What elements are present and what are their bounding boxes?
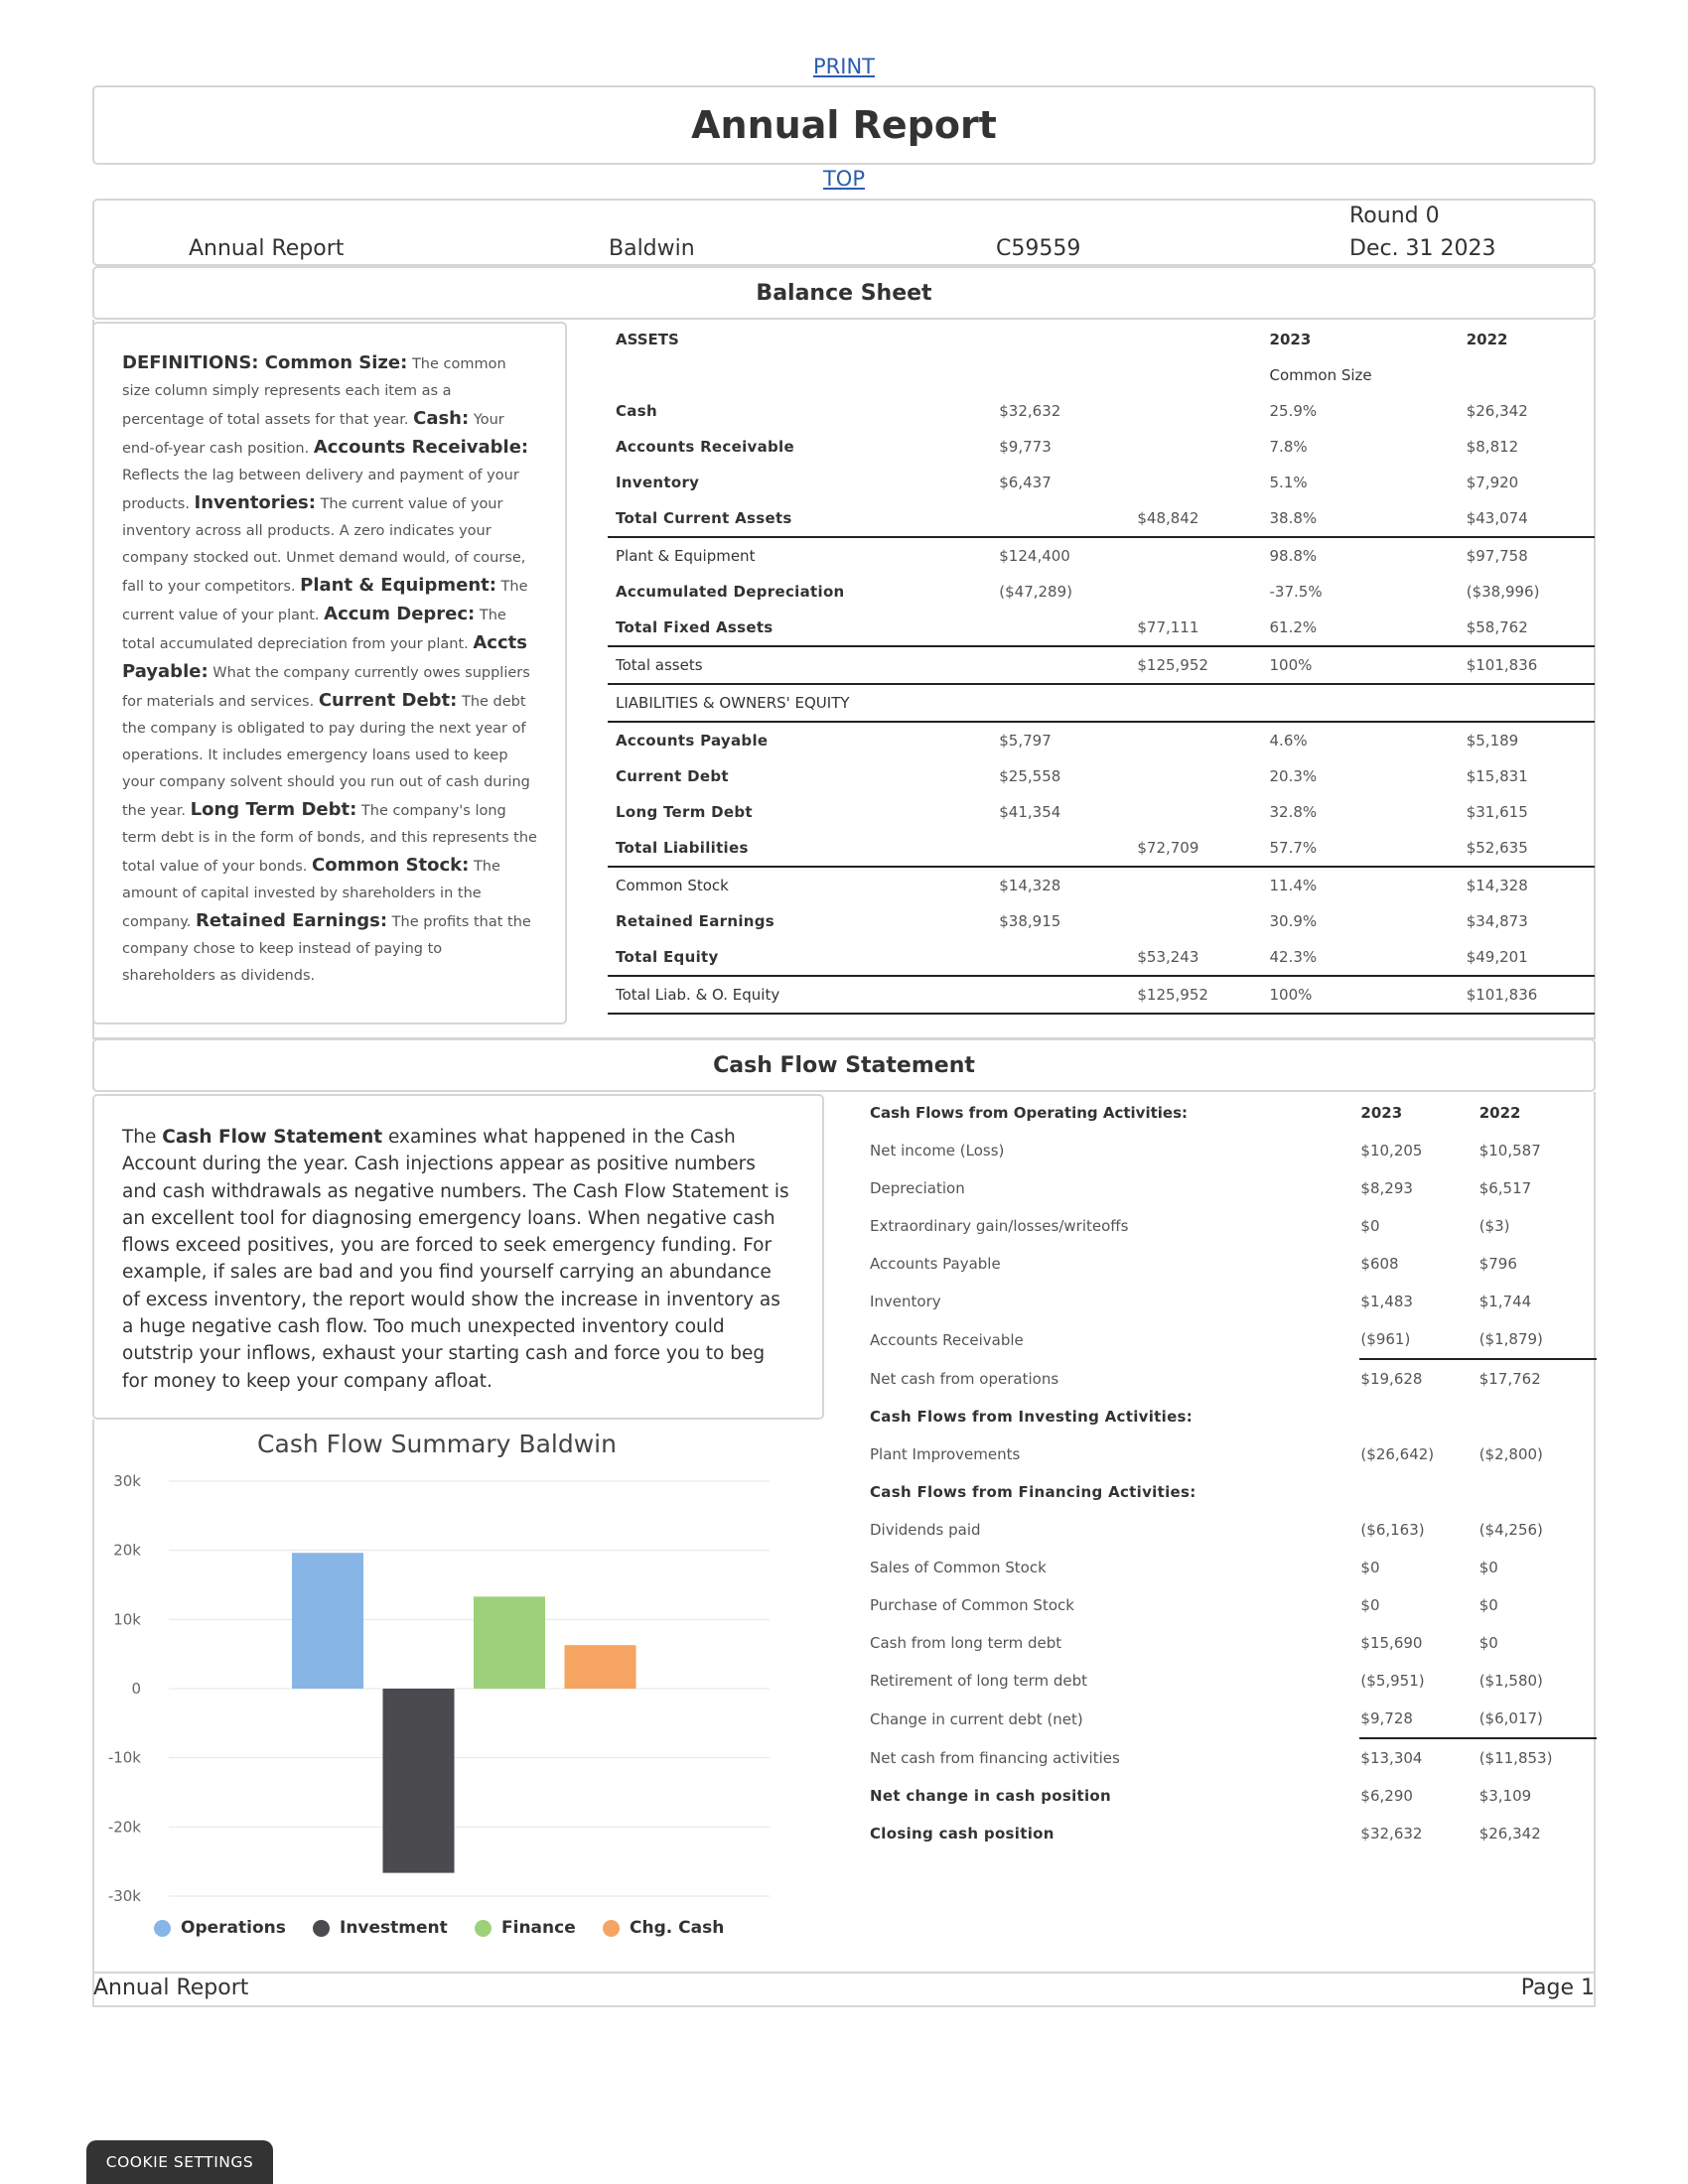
item-value: $5,797 xyxy=(999,732,1052,750)
total-value: $48,842 xyxy=(1137,500,1269,537)
cash-flow-row xyxy=(862,1398,1597,1435)
prior-year-value: $7,920 xyxy=(1466,474,1519,491)
definition-term: DEFINITIONS: Common Size: xyxy=(122,352,408,373)
cf-2023-value: ($6,163) xyxy=(1360,1521,1425,1539)
bar-operations[interactable] xyxy=(292,1553,363,1689)
common-size-value: 20.3% xyxy=(1269,767,1318,785)
common-size-value: 42.3% xyxy=(1270,939,1467,976)
total-value xyxy=(1137,758,1269,794)
item-value: $124,400 xyxy=(999,547,1070,565)
total-value xyxy=(1137,574,1269,610)
header-date: Dec. 31 2023 xyxy=(1349,236,1496,261)
cf-2022-value: ($1,580) xyxy=(1478,1672,1543,1690)
cf-row-label: Net income (Loss) xyxy=(870,1142,1005,1160)
row-label: Accounts Payable xyxy=(616,732,769,750)
cf-2022-value: ($4,256) xyxy=(1478,1521,1543,1539)
item-value: $6,437 xyxy=(999,474,1052,491)
total-value xyxy=(1137,867,1269,903)
total-value: $53,243 xyxy=(1137,939,1269,976)
balance-sheet-row xyxy=(608,646,1595,684)
header-company-id: C59559 xyxy=(996,236,1081,261)
cash-flow-row xyxy=(862,1700,1597,1738)
prior-year-value: $101,836 xyxy=(1467,646,1595,684)
row-label: Inventory xyxy=(616,474,700,491)
prior-year-value xyxy=(1467,684,1595,722)
cf-2023-value: $13,304 xyxy=(1360,1749,1423,1767)
cf-2023-value: $1,483 xyxy=(1360,1293,1413,1310)
cf-row-label: Net change in cash position xyxy=(870,1787,1112,1805)
prior-year-value: $5,189 xyxy=(1466,732,1519,750)
row-label: Retained Earnings xyxy=(616,912,774,930)
definition-text: What the company currently owes suppliers for materials and services. xyxy=(122,665,530,710)
row-label: Current Debt xyxy=(616,767,729,785)
common-size-value xyxy=(1270,684,1467,722)
cf-2023-value: $608 xyxy=(1360,1255,1399,1273)
definition-term: Accts Payable: xyxy=(122,632,527,682)
legend-dot-icon xyxy=(475,1920,492,1937)
year-2023-header: 2023 xyxy=(1269,331,1312,348)
cash-flow-row xyxy=(862,1549,1597,1586)
definition-text: The debt the company is obligated to pay during the next year of operations. It includes emergency loans used to keep your company solvent should you run out of cash during the year. xyxy=(122,694,530,819)
cf-row-label: Net cash from operations xyxy=(870,1369,1059,1388)
cash-flow-row xyxy=(862,1207,1597,1245)
balance-sheet-table xyxy=(608,322,1595,1015)
common-size-value: 98.8% xyxy=(1269,547,1318,565)
cf-2022-value: ($1,879) xyxy=(1478,1320,1597,1359)
cf-2023-value: $19,628 xyxy=(1360,1370,1423,1388)
cash-flow-intro-pre: The xyxy=(122,1127,163,1148)
cf-row-label: Net cash from financing activities xyxy=(870,1748,1120,1767)
prior-year-value: $8,812 xyxy=(1466,438,1519,456)
header-company: Baldwin xyxy=(609,236,695,261)
definition-term: Long Term Debt: xyxy=(190,799,357,820)
row-label: Accounts Receivable xyxy=(616,438,794,456)
cf-row-label: Closing cash position xyxy=(870,1825,1055,1843)
common-size-value: 100% xyxy=(1270,646,1467,684)
item-value: $25,558 xyxy=(999,767,1061,785)
cash-flow-row xyxy=(862,1435,1597,1473)
cash-flow-row xyxy=(862,1359,1597,1398)
cash-flow-intro-text: examines what happened in the Cash Account during the year. Cash injections appear as positive numbers and cash withdrawals as negative numbers. The Cash Flow Statement is an excellent tool for diagnosing emergency loans. When negative cash flows exceed positives, you are forced to seek emergency funding. For example, if sales are bad and you find yourself carrying an abundance of excess inventory, the report would show the increase in inventory as a huge negative cash flow. Too much unexpected inventory could outstrip your inflows, exhaust your starting cash and force you to beg for money to keep your company afloat. xyxy=(122,1127,789,1392)
common-size-value: 11.4% xyxy=(1269,877,1318,894)
item-value: $14,328 xyxy=(999,877,1061,894)
definition-text: The amount of capital invested by shareholders in the company. xyxy=(122,859,500,930)
definition-term: Accounts Receivable: xyxy=(313,437,529,458)
common-size-value: 38.8% xyxy=(1270,500,1467,537)
item-value xyxy=(999,939,1137,976)
cf-2023-value: $0 xyxy=(1360,1596,1380,1614)
common-size-value: 57.7% xyxy=(1270,830,1467,867)
cf-2022-value: ($6,017) xyxy=(1478,1700,1597,1738)
item-value: $9,773 xyxy=(999,438,1052,456)
cf-year-2023-header: 2023 xyxy=(1360,1104,1403,1122)
top-link[interactable]: TOP xyxy=(822,167,866,191)
cash-flow-row xyxy=(862,1245,1597,1283)
item-value: $32,632 xyxy=(999,402,1061,420)
total-value: $77,111 xyxy=(1137,610,1269,646)
y-tick-label: -20k xyxy=(107,1818,141,1837)
total-value xyxy=(1137,537,1269,574)
assets-header: ASSETS xyxy=(616,331,679,348)
row-label: Plant & Equipment xyxy=(616,547,756,565)
legend-dot-icon xyxy=(154,1920,171,1937)
cash-flow-row xyxy=(862,1815,1597,1852)
cf-row-label: Sales of Common Stock xyxy=(870,1559,1047,1576)
cf-2022-value: $0 xyxy=(1478,1596,1498,1614)
definition-text: The company's long term debt is in the form of bonds, and this represents the total value of your bonds. xyxy=(122,803,537,875)
definition-term: Accum Deprec: xyxy=(324,604,476,624)
cf-2022-value: ($2,800) xyxy=(1478,1445,1543,1463)
cf-2023-value: ($26,642) xyxy=(1360,1445,1435,1463)
prior-year-value: $31,615 xyxy=(1466,803,1528,821)
cf-2022-value: $3,109 xyxy=(1478,1787,1532,1805)
legend-label: Investment xyxy=(340,1918,448,1938)
cookie-settings-button[interactable]: COOKIE SETTINGS xyxy=(86,2140,273,2184)
total-value xyxy=(1137,429,1269,465)
cash-flow-row xyxy=(862,1169,1597,1207)
cf-2023-value: $0 xyxy=(1360,1217,1380,1235)
common-size-header: Common Size xyxy=(1269,366,1372,384)
legend-dot-icon xyxy=(603,1920,620,1937)
definitions-panel xyxy=(92,322,567,1024)
cash-flow-header-row xyxy=(862,1094,1597,1132)
cf-row-label: Cash Flows from Investing Activities: xyxy=(870,1408,1194,1426)
cash-flow-row xyxy=(862,1132,1597,1169)
cf-row-label: Cash Flows from Financing Activities: xyxy=(870,1483,1196,1501)
definition-text: The profits that the company chose to keep instead of paying to shareholders as dividends. xyxy=(122,914,531,984)
report-header xyxy=(92,199,1596,266)
balance-sheet-row xyxy=(608,867,1595,903)
item-value xyxy=(999,684,1137,722)
balance-sheet-row xyxy=(608,939,1595,976)
cf-2022-value xyxy=(1478,1398,1597,1435)
y-tick-label: 30k xyxy=(113,1472,141,1490)
common-size-value: 30.9% xyxy=(1269,912,1318,930)
cash-flow-row xyxy=(862,1624,1597,1662)
cash-flow-row xyxy=(862,1738,1597,1777)
y-tick-label: 20k xyxy=(113,1541,141,1560)
item-value: ($47,289) xyxy=(999,583,1072,601)
prior-year-value: $101,836 xyxy=(1467,976,1595,1014)
row-label: Cash xyxy=(616,402,657,420)
common-size-header-row xyxy=(608,357,1595,393)
y-tick-label: -10k xyxy=(107,1748,141,1767)
definition-term: Inventories: xyxy=(194,492,316,513)
cash-flow-row xyxy=(862,1283,1597,1320)
common-size-value: 5.1% xyxy=(1269,474,1308,491)
total-value: $125,952 xyxy=(1137,976,1269,1014)
cash-flow-intro xyxy=(92,1094,824,1420)
prior-year-value: $43,074 xyxy=(1467,500,1595,537)
cf-row-label: Retirement of long term debt xyxy=(870,1672,1088,1690)
cf-2023-value: $9,728 xyxy=(1359,1700,1477,1738)
cf-row-label: Extraordinary gain/losses/writeoffs xyxy=(870,1217,1129,1235)
cf-2023-value: $10,205 xyxy=(1360,1142,1423,1160)
cash-flow-title: Cash Flow Statement xyxy=(92,1038,1596,1092)
common-size-value: 100% xyxy=(1270,976,1467,1014)
operating-activities-header: Cash Flows from Operating Activities: xyxy=(870,1104,1189,1122)
cf-row-label: Dividends paid xyxy=(870,1521,981,1539)
cf-row-label: Depreciation xyxy=(870,1179,965,1197)
cf-2022-value: $796 xyxy=(1478,1255,1517,1273)
item-value xyxy=(999,976,1137,1014)
cf-2023-value: ($961) xyxy=(1359,1320,1477,1359)
row-label: Total Equity xyxy=(608,939,999,976)
total-value xyxy=(1137,903,1269,939)
prior-year-value: $34,873 xyxy=(1466,912,1528,930)
total-value xyxy=(1137,794,1269,830)
balance-sheet-title: Balance Sheet xyxy=(92,266,1596,320)
balance-sheet-row xyxy=(608,393,1595,429)
row-label: Total assets xyxy=(608,646,999,684)
chart-legend xyxy=(94,1918,779,1948)
cf-row-label: Accounts Receivable xyxy=(870,1330,1024,1349)
item-value xyxy=(999,830,1137,867)
cf-row-label: Change in current debt (net) xyxy=(870,1709,1083,1728)
cash-flow-row xyxy=(862,1662,1597,1700)
page-footer xyxy=(92,1974,1596,2007)
legend-item[interactable] xyxy=(603,1918,724,1938)
cf-2022-value: $17,762 xyxy=(1478,1370,1541,1388)
legend-label: Chg. Cash xyxy=(630,1918,725,1938)
common-size-value: 7.8% xyxy=(1269,438,1308,456)
total-value xyxy=(1137,465,1269,500)
cf-2023-value: ($5,951) xyxy=(1360,1672,1425,1690)
item-value xyxy=(999,610,1137,646)
legend-dot-icon xyxy=(313,1920,330,1937)
cf-2023-value: $8,293 xyxy=(1360,1179,1413,1197)
cf-row-label: Purchase of Common Stock xyxy=(870,1596,1074,1614)
legend-label: Finance xyxy=(501,1918,576,1938)
row-label: Total Fixed Assets xyxy=(608,610,999,646)
balance-sheet-row xyxy=(608,794,1595,830)
year-2022-header: 2022 xyxy=(1466,331,1508,348)
balance-sheet-row xyxy=(608,758,1595,794)
cash-flow-row xyxy=(862,1586,1597,1624)
total-value: $125,952 xyxy=(1137,646,1269,684)
definition-term: Common Stock: xyxy=(312,855,470,876)
prior-year-value: $14,328 xyxy=(1466,877,1528,894)
common-size-value: 25.9% xyxy=(1269,402,1318,420)
cf-row-label: Accounts Payable xyxy=(870,1255,1001,1273)
definition-term: Cash: xyxy=(413,408,470,429)
cf-year-2022-header: 2022 xyxy=(1478,1104,1521,1122)
cf-2023-value xyxy=(1359,1398,1477,1435)
bar-investment[interactable] xyxy=(383,1689,455,1873)
row-label: Total Liab. & O. Equity xyxy=(608,976,999,1014)
definition-text: The common size column simply represents each item as a percentage of total assets for that year. xyxy=(122,356,506,428)
prior-year-value: $52,635 xyxy=(1467,830,1595,867)
definition-text: The current value of your plant. xyxy=(122,579,528,623)
legend-item[interactable] xyxy=(154,1918,286,1938)
cf-row-label: Cash from long term debt xyxy=(870,1634,1062,1652)
item-value xyxy=(999,646,1137,684)
bar-finance[interactable] xyxy=(474,1596,545,1689)
definition-term: Current Debt: xyxy=(318,690,458,711)
balance-sheet-row xyxy=(608,500,1595,537)
chart-title: Cash Flow Summary Baldwin xyxy=(257,1430,617,1458)
y-tick-label: 0 xyxy=(131,1680,141,1698)
cf-row-label: Inventory xyxy=(870,1293,941,1310)
balance-sheet-row xyxy=(608,610,1595,646)
page-title: Annual Report xyxy=(92,85,1596,165)
prior-year-value: ($38,996) xyxy=(1466,583,1540,601)
total-value xyxy=(1137,684,1269,722)
cash-flow-intro-bold: Cash Flow Statement xyxy=(162,1127,383,1148)
cf-2022-value: $1,744 xyxy=(1478,1293,1532,1310)
cash-flow-row xyxy=(862,1320,1597,1359)
y-tick-label: -30k xyxy=(107,1887,141,1905)
row-label: Total Liabilities xyxy=(608,830,999,867)
item-value xyxy=(999,500,1137,537)
balance-sheet-row xyxy=(608,574,1595,610)
balance-sheet-row xyxy=(608,830,1595,867)
prior-year-value: $58,762 xyxy=(1467,610,1595,646)
row-label: LIABILITIES & OWNERS' EQUITY xyxy=(608,684,999,722)
definition-text: The total accumulated depreciation from your plant. xyxy=(122,608,506,652)
cf-2022-value: ($3) xyxy=(1478,1217,1510,1235)
header-report-label: Annual Report xyxy=(189,236,345,261)
cash-flow-row xyxy=(862,1473,1597,1511)
prior-year-value: $15,831 xyxy=(1466,767,1528,785)
cf-2023-value: $6,290 xyxy=(1360,1787,1413,1805)
cash-flow-row xyxy=(862,1777,1597,1815)
prior-year-value: $49,201 xyxy=(1467,939,1595,976)
total-value xyxy=(1137,393,1269,429)
prior-year-value: $26,342 xyxy=(1466,402,1528,420)
row-label: Long Term Debt xyxy=(616,803,753,821)
balance-sheet-row xyxy=(608,684,1595,722)
cash-flow-row xyxy=(862,1511,1597,1549)
balance-sheet-row xyxy=(608,429,1595,465)
legend-item[interactable] xyxy=(475,1918,576,1938)
item-value: $38,915 xyxy=(999,912,1061,930)
print-link[interactable]: PRINT xyxy=(813,55,875,78)
footer-report-label: Annual Report xyxy=(93,1976,249,2000)
cf-2022-value: $0 xyxy=(1478,1559,1498,1576)
common-size-value: 32.8% xyxy=(1269,803,1318,821)
cf-2022-value: $6,517 xyxy=(1478,1179,1532,1197)
balance-sheet-header-row xyxy=(608,322,1595,357)
total-value xyxy=(1137,722,1269,758)
balance-sheet-row xyxy=(608,465,1595,500)
legend-item[interactable] xyxy=(313,1918,448,1938)
cf-2022-value: ($11,853) xyxy=(1478,1749,1553,1767)
balance-sheet-row xyxy=(608,903,1595,939)
cf-row-label: Plant Improvements xyxy=(870,1445,1021,1463)
item-value: $41,354 xyxy=(999,803,1061,821)
cash-flow-table xyxy=(862,1094,1597,1852)
cf-2023-value: $32,632 xyxy=(1360,1825,1423,1843)
definition-text: Reflects the lag between delivery and payment of your products. xyxy=(122,468,519,512)
cash-flow-summary-chart xyxy=(94,1469,779,1926)
common-size-value: 61.2% xyxy=(1270,610,1467,646)
cf-2023-value xyxy=(1359,1473,1477,1511)
header-round: Round 0 xyxy=(1349,204,1440,228)
balance-sheet-row xyxy=(608,976,1595,1014)
balance-sheet-row xyxy=(608,537,1595,574)
bar-chg-cash[interactable] xyxy=(565,1645,636,1689)
cf-2022-value xyxy=(1478,1473,1597,1511)
definition-term: Retained Earnings: xyxy=(195,910,388,931)
total-value: $72,709 xyxy=(1137,830,1269,867)
cf-2022-value: $0 xyxy=(1478,1634,1498,1652)
cf-2022-value: $26,342 xyxy=(1478,1825,1541,1843)
common-size-value: 4.6% xyxy=(1269,732,1308,750)
definition-text: The current value of your inventory across all products. A zero indicates your company stocked out. Unmet demand would, of course, fall to your competitors. xyxy=(122,496,526,595)
cf-2023-value: $0 xyxy=(1360,1559,1380,1576)
definition-term: Plant & Equipment: xyxy=(300,575,496,596)
legend-label: Operations xyxy=(181,1918,286,1938)
common-size-value: -37.5% xyxy=(1269,583,1323,601)
row-label: Total Current Assets xyxy=(608,500,999,537)
footer-page-number: Page 1 xyxy=(1520,1976,1595,2000)
balance-sheet-row xyxy=(608,722,1595,758)
y-tick-label: 10k xyxy=(113,1610,141,1629)
row-label: Accumulated Depreciation xyxy=(616,583,845,601)
cf-2022-value: $10,587 xyxy=(1478,1142,1541,1160)
prior-year-value: $97,758 xyxy=(1466,547,1528,565)
row-label: Common Stock xyxy=(616,877,729,894)
cf-2023-value: $15,690 xyxy=(1360,1634,1423,1652)
definition-text: Your end-of-year cash position. xyxy=(122,412,504,457)
